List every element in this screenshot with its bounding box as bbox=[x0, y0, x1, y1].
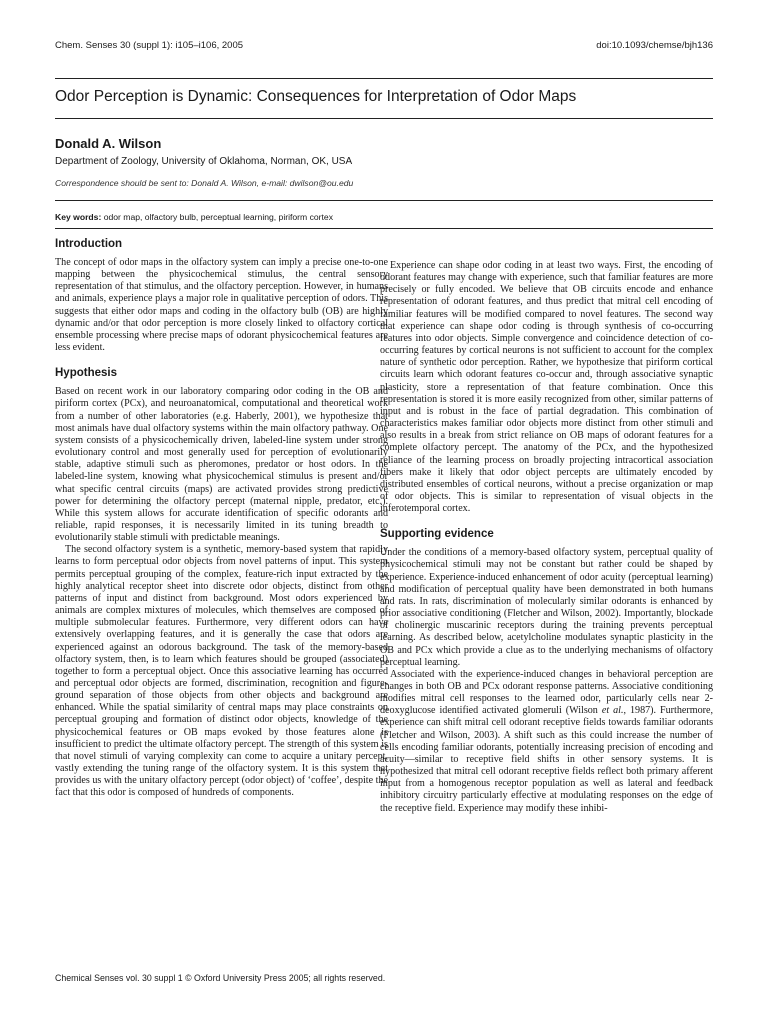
doi[interactable]: doi:10.1093/chemse/bjh136 bbox=[596, 40, 713, 51]
supporting-paragraph-1: Under the conditions of a memory-based olfactory system, perceptual quality of physicochemical stimuli may not be constant but rather could be shaped by experience. Experience-induced enhancement of odor acuity (perceptual learning) and modification of perceptual quality have been demonstrated in both humans and rats. In rats, discrimination of molecularly similar odorants is enhanced by prior associative conditioning (Fletcher and Wilson, 2002). Importantly, blockade of cholinergic muscarinic receptors during the training prevents perceptual learning. As described below, acetylcholine modulates synaptic plasticity in the OB and PCx which provide a clue as to the underlying mechanisms of olfactory perceptual learning. bbox=[380, 547, 713, 668]
supporting-text-b: , 1987). Furthermore, experience can shift mitral cell odorant receptive fields towards familiar odorants (Fletcher and Wilson, 2003). A shift such as this could increase the number of cells encoding familiar odorants, potentially increasing precision of encoding and acuity—similar to receptive field shifts in other sensory systems. It is hypothesized that mitral cell odorant receptive fields reflect both primary afferent input from a homogenous receptor population as well as lateral and feedback inhibitory circuitry particularly effective at modulating responses on the edge of the receptive field. Experience may modify these inhibi- bbox=[380, 705, 714, 814]
title-rule bbox=[55, 118, 713, 119]
introduction-heading: Introduction bbox=[55, 238, 123, 250]
keywords-top-rule bbox=[55, 200, 713, 201]
keywords bbox=[55, 212, 333, 222]
article-title: Odor Perception is Dynamic: Consequences for Interpretation of Odor Maps bbox=[55, 88, 577, 105]
supporting-paragraph-2 bbox=[380, 669, 713, 815]
experience-paragraph: Experience can shape odor coding in at least two ways. First, the encoding of odorant features may change with experience, such that familiar features are more precisely or fully encoded. We believe that OB circuits encode and enhance representation of odorant features, and thus predict that mitral cell encoding of familiar features will be modified compared to novel features. The second way that experience can shape odor coding is through synthesis of co-occurring features into odor objects. Simple convergence and coincidence detection of co-occurring features by cortical neurons is not sufficient to account for the complex nature of synthetic odor perception. Rather, we hypothesize that piriform cortical circuits learn which odorant features co-occur and, through associative synaptic plasticity, store a representation of that feature combination. Once this representation is stored it is more easily recognized from other, similar patterns of input and is robust in the face of partial degradation. This combination of characteristics makes familiar odor objects more distinct from other stimuli and also results in a break from strict reliance on OB maps of odorant features for a complete olfactory percept. The anatomy of the PCx, and the hypothesized reliance of the learning process on broadly projecting intracortical association fibers make it likely that odor object percepts are ultimately encoded by distributed ensembles of cortical neurons, without a precise organization or map of odor objects. This is similar to representation of visual objects in the inferotemporal cortex. bbox=[380, 260, 713, 515]
hypothesis-paragraph-2: The second olfactory system is a synthetic, memory-based system that rapidly learns to form perceptual odor objects from novel patterns of input. This system permits perceptual grouping of the complex, feature-rich input extracted by the highly analytical receptor sheet into discrete odor objects, distinct from other patterns of input and distinct from background. Most odors experienced by animals are complex mixtures of molecules, which themselves are composed of multiple submolecular features. Furthermore, very different odors can have extensively overlapping features, and it is generally the case that odors are experienced against an odorous background. The task of the memory-based olfactory system, then, is to learn which features should be grouped (associated) together to form a perceptual object. Once this associative learning has occurred and perceptual odor objects are formed, discrimination, recognition and figure-ground separation of those objects from other objects and background are enhanced. While the spatial similarity of central maps may place constraints on perceptual grouping and formation of distinct odor objects, knowledge of the physicochemical features or OB maps evoked by those features alone is insufficient to predict the ultimate olfactory percept. The strength of this system is that novel stimuli of varying complexity can come to acquire a unitary percept, vastly extending the tuning range of the olfactory system. It is this system that provides us with the unitary olfactory percept (odor object) of ‘coffee’, despite the fact that this odor is composed of hundreds of components. bbox=[55, 544, 388, 799]
left-column bbox=[55, 237, 388, 800]
supporting-text-a: Associated with the experience-induced changes in behavioral perception are changes in both OB and PCx odorant response patterns. Associative conditioning modifies mitral cell responses to the learned odor, particularly cells near 2-deoxyglucose identified activated glomeruli (Wilson bbox=[380, 668, 713, 717]
keywords-label: Key words: bbox=[55, 212, 102, 222]
keywords-text: odor map, olfactory bulb, perceptual learning, piriform cortex bbox=[103, 212, 333, 222]
journal-citation: Chem. Senses 30 (suppl 1): i105–i106, 2005 bbox=[55, 40, 244, 51]
supporting-evidence-heading: Supporting evidence bbox=[380, 528, 494, 541]
introduction-paragraph: The concept of odor maps in the olfactory system can imply a precise one-to-one mapping between the physicochemical stimulus, the central sensory representation of that stimulus, and the olfactory perception. However, in humans and animals, experience plays a major role in qualitative perception of odors. This suggests that either odor maps and coding in the olfactory bulb (OB) are highly dynamic and/or that odor perception is more closely linked to olfactory cortical ensemble processing where precise maps of odorant physicochemical features are less evident. bbox=[55, 257, 388, 354]
right-column bbox=[380, 260, 713, 815]
hypothesis-paragraph-1: Based on recent work in our laboratory comparing odor coding in the OB and piriform cortex (PCx), and neuroanatomical, computational and theoretical work from a number of other laboratories (e.g. Haberly, 2001), we hypothesize that most animals have dual olfactory systems within the main olfactory pathway. One system consists of a physicochemically driven, labeled-line system under strong evolutionary control and most generally used for perception of evolutionarily stable, adaptive stimuli such as pheromones, predator or host odors. In the labeled-line system, knowing what physicochemical stimulus is present and/or what specific central circuits (maps) are activated provides strong predictive power for determining the olfactory percept (maternal nipple, predator, etc.). While this system allows for accurate identification of specific odorants and reliable, rapid responses, it is necessarily limited in its tuning breadth to evolutionarily stable stimuli with predictable meanings. bbox=[55, 386, 388, 544]
correspondence-note: Correspondence should be sent to: Donald A. Wilson, e-mail: dwilson@ou.edu bbox=[55, 178, 354, 188]
copyright-footer: Chemical Senses vol. 30 suppl 1 © Oxford University Press 2005; all rights reserved. bbox=[55, 973, 386, 983]
et-al: et al. bbox=[601, 705, 624, 717]
hypothesis-heading: Hypothesis bbox=[55, 367, 117, 380]
keywords-bottom-rule bbox=[55, 228, 713, 229]
author-affiliation: Department of Zoology, University of Oklahoma, Norman, OK, USA bbox=[55, 156, 353, 167]
author-name: Donald A. Wilson bbox=[55, 136, 162, 151]
top-rule bbox=[55, 78, 713, 79]
